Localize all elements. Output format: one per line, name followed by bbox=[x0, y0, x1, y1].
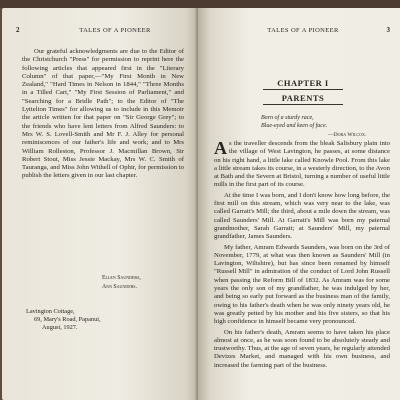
page-number: 2 bbox=[16, 26, 20, 34]
signature-ellen: Ellen Saunders, bbox=[102, 275, 141, 281]
left-page bbox=[2, 8, 198, 400]
epigraph bbox=[261, 115, 327, 130]
open-book bbox=[2, 8, 400, 400]
running-head: TALES OF A PIONEER bbox=[267, 27, 339, 34]
address-date: August, 1927. bbox=[42, 324, 78, 332]
epigraph-attribution: —Dora Wilcox. bbox=[328, 132, 367, 138]
page-number: 3 bbox=[386, 26, 390, 34]
paragraph-text: s the traveller descends from the bleak Salisbury plain into the village of West Lavington, he passes, at some distance on his right hand, a little lake called Knowle Pool. From this lake a little stream takes its course, in a westerly direction, to the Avon at Bath and the Severn at Bristol, turning a number of useful little mills in the first part of its course. bbox=[214, 140, 390, 189]
signature-ann: Ann Saunders. bbox=[102, 284, 137, 290]
acknowledgments-paragraph: Our grateful acknowledgments are due to the Editor of the Christchurch "Press" for permission to reprint here the following articles that appeared first in the "Literary Column" of that paper,—"My First Month in New Zealand," "Hard Times in Nelson in 1844," "Three Months in a Tilled Cart," "My First Session of Parliament," and "Searching for a Bridle Path"; to the Editor of "The Lyttelton Times" for allowing us to include in this Memoir the article written for that paper on "Sir George Grey"; to the friends who have lent letters from Alfred Saunders: to Mrs W. S. Lovell-Smith and Mr F. J. Alley for personal reminiscences of our father's life and work; and to Mrs William Rolleston, Professor J. Macmillan Brown, Sir Robert Stout, Miss Jessie Mackay, Mrs W. C. Smith of Tauranga, and Miss John Withell of Ophir, for permission to publish the letters given in our last chapter. bbox=[22, 48, 184, 180]
paragraph: On his father's death, Amram seems to have taken his place almost at once, as he was soon found to be absolutely steady and trustworthy. Thus, at the age of seven years, he regularly attended Devizes Market, and managed with his own business, and increased the farming part of the business. bbox=[214, 328, 390, 369]
divider bbox=[263, 104, 343, 105]
drop-cap: A bbox=[214, 138, 227, 158]
epigraph-line: Blue-eyed and keen of face. bbox=[261, 122, 328, 129]
paragraph: At the time I was born, and I don't know how long before, the first mill on this stream, which was very near to the lake, was called Garratt's Mill; the third, about a mile down the stream, was called Saunders' Mill. At Garratt's Mill was born my paternal grandmother, Sarah Garratt; at Saunders' Mill, my paternal grandfather, James Saunders. bbox=[214, 191, 390, 241]
address-line: Lavington Cottage, bbox=[26, 308, 75, 315]
epigraph-line: Born of a sturdy race, bbox=[261, 115, 314, 121]
right-page bbox=[198, 8, 400, 400]
background-edge bbox=[0, 0, 400, 8]
paragraph: My father, Amram Edwards Saunders, was born on the 3rd of November, 1779, at what was then known as Saunders' Mill (in Lavington, Wiltshire), but has since been renamed by himself "Russell Mill" in admiration of the conduct of Lord John Russell when passing the Reform Bill of 1832. As Amram was for some years the only son of my grandfather, he was indulged by her, and being so early put forward as the business man of the family, owing to his father's death when he was only ninety years old, he was greatly petted by his mother and his five sisters, so that his high confidence in himself became very pronounced. bbox=[214, 243, 390, 326]
chapter-subtitle: PARENTS bbox=[281, 93, 325, 103]
address-block bbox=[26, 308, 101, 333]
running-head: TALES OF A PIONEER bbox=[79, 27, 151, 34]
divider bbox=[263, 89, 343, 90]
paragraph bbox=[214, 140, 390, 190]
address-line: 69, Mary's Road, Papanui, bbox=[34, 316, 101, 324]
chapter-body bbox=[214, 140, 390, 372]
chapter-title: CHAPTER I bbox=[277, 78, 329, 88]
